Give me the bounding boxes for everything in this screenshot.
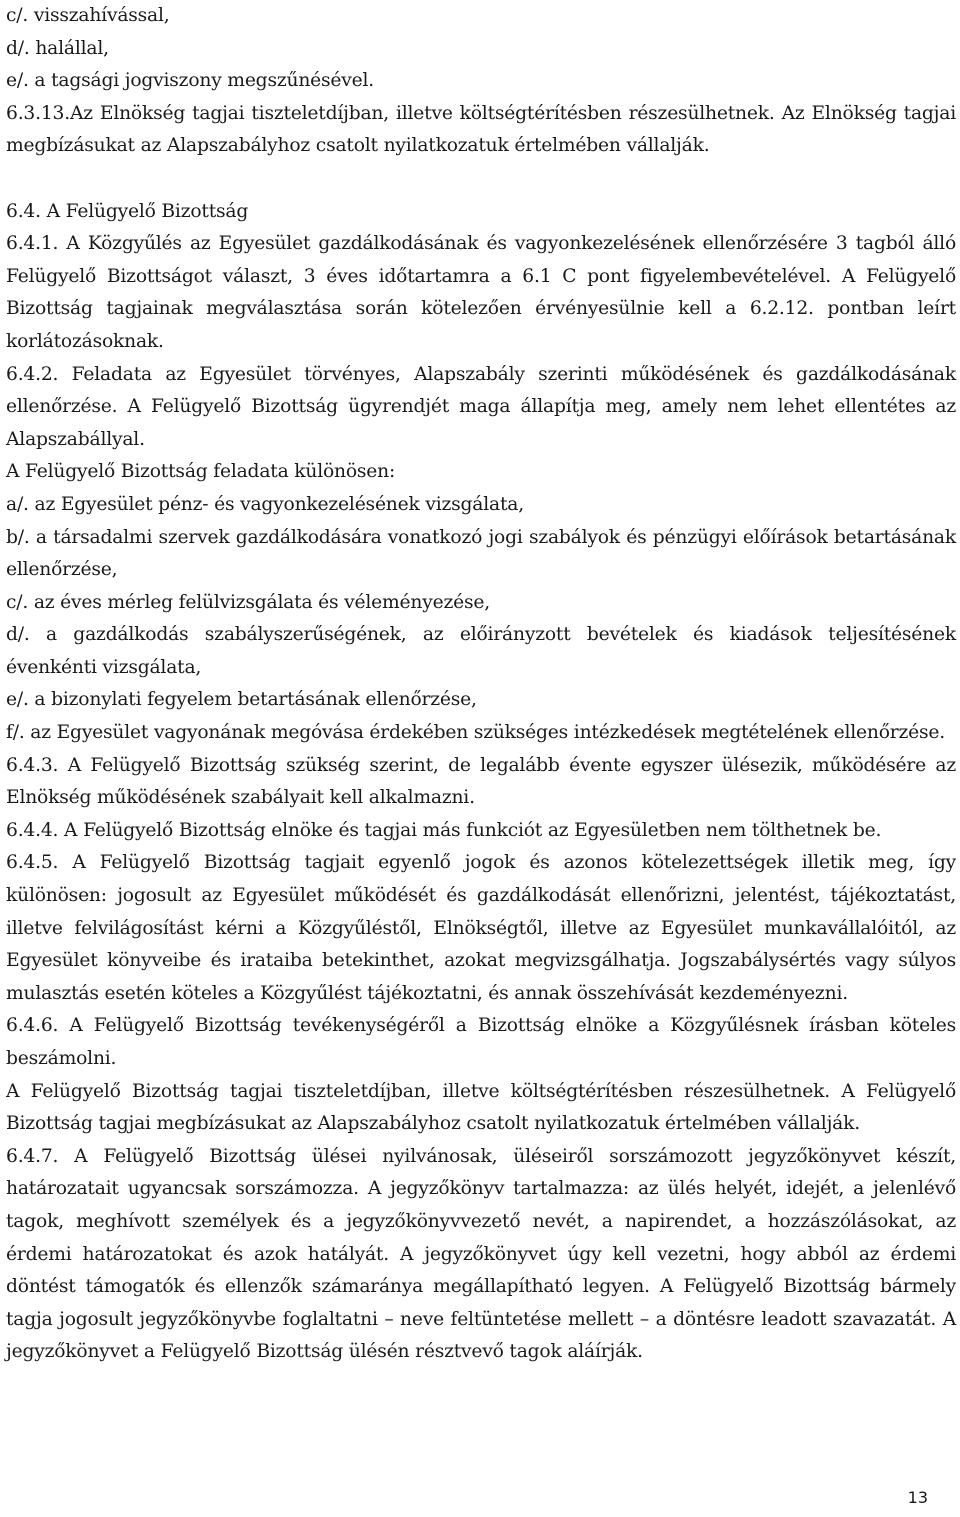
- paragraph-6-4-1: 6.4.1. A Közgyűlés az Egyesület gazdálkodásának és vagyonkezelésének ellenőrzésére 3 tagból álló Felügyelő Bizottságot választ, 3 éves időtartamra a 6.1 C pont figyelembevételével. A Felügyelő Bizottság tagjainak megválasztása során kötelezően érvényesülnie kell a 6.2.12. pontban leírt korlátozásoknak.: [6, 233, 956, 352]
- paragraph-6-3-13: 6.3.13.Az Elnökség tagjai tiszteletdíjban, illetve költségtérítésben részesülhetnek. Az Elnökség tagjai megbízásukat az Alapszabályhoz csatolt nyilatkozatuk értelmében vállalják.: [6, 102, 956, 157]
- page-number: 13: [907, 1488, 928, 1507]
- list-item: a/. az Egyesület pénz- és vagyonkezelésének vizsgálata,: [6, 493, 524, 515]
- paragraph-6-4-5: 6.4.5. A Felügyelő Bizottság tagjait egyenlő jogok és azonos kötelezettségek illetik meg, így különösen: jogosult az Egyesület működését és gazdálkodását ellenőrizni, jelentést, tájékoztatást, illetve felvilágosítást kérni a Közgyűléstől, Elnökségtől, illetve az Egyesület munkavállalóitól, az Egyesület könyveibe és irataiba betekinthet, azokat megvizsgálhatja. Jogszabálysértés vagy súlyos mulasztás esetén köteles a Közgyűlést tájékoztatni, és annak összehívását kezdeményezni.: [6, 852, 956, 1004]
- document-page: [6, 0, 956, 1369]
- section-heading: 6.4. A Felügyelő Bizottság: [6, 200, 249, 222]
- paragraph-6-4-3: 6.4.3. A Felügyelő Bizottság szükség szerint, de legalább évente egyszer ülésezik, működésére az Elnökség működésének szabályait kell alkalmazni.: [6, 754, 956, 809]
- list-item: e/. a bizonylati fegyelem betartásának ellenőrzése,: [6, 689, 477, 711]
- list-item: d/. a gazdálkodás szabályszerűségének, az előirányzott bevételek és kiadások teljesítésének évenkénti vizsgálata,: [6, 624, 956, 678]
- list-intro: A Felügyelő Bizottság feladata különösen:: [6, 461, 396, 483]
- paragraph-6-4-4: 6.4.4. A Felügyelő Bizottság elnöke és tagjai más funkciót az Egyesületben nem tölthetnek be.: [6, 819, 882, 841]
- list-item: e/. a tagsági jogviszony megszűnésével.: [6, 70, 374, 92]
- paragraph-fees: A Felügyelő Bizottság tagjai tiszteletdíjban, illetve költségtérítésben részesülhetnek. A Felügyelő Bizottság tagjai megbízásukat az Alapszabályhoz csatolt nyilatkozatuk értelmében vállalják.: [6, 1080, 956, 1135]
- list-item: d/. halállal,: [6, 37, 109, 59]
- list-item: c/. visszahívással,: [6, 5, 170, 26]
- paragraph-6-4-2: 6.4.2. Feladata az Egyesület törvényes, Alapszabály szerinti működésének és gazdálkodásának ellenőrzése. A Felügyelő Bizottság ügyrendjét maga állapítja meg, amely nem lehet ellentétes az Alapszabállyal.: [6, 363, 956, 450]
- list-item: b/. a társadalmi szervek gazdálkodására vonatkozó jogi szabályok és pénzügyi előírások betartásának ellenőrzése,: [6, 526, 956, 581]
- paragraph-6-4-7: 6.4.7. A Felügyelő Bizottság ülései nyilvánosak, üléseiről sorszámozott jegyzőkönyvet készít, határozatait ugyancsak sorszámozza. A jegyzőkönyv tartalmazza: az ülés helyét, idejét, a jelenlévő tagok, meghívott személyek és a jegyzőkönyvvezető nevét, a napirendet, a hozzászólásokat, az érdemi határozatokat és azok hatályát. A jegyzőkönyvet úgy kell vezetni, hogy abból az érdemi döntést támogatók és ellenzők számaránya megállapítható legyen. A Felügyelő Bizottság bármely tagja jogosult jegyzőkönyvbe foglaltatni – neve feltüntetése mellett – a döntésre leadott szavazatát. A jegyzőkönyvet a Felügyelő Bizottság ülésén résztvevő tagok aláírják.: [6, 1145, 956, 1363]
- list-item: c/. az éves mérleg felülvizsgálata és véleményezése,: [6, 591, 490, 613]
- blank-line: [6, 163, 956, 196]
- list-item: f/. az Egyesület vagyonának megóvása érdekében szükséges intézkedések megtételének ellenőrzése.: [6, 722, 945, 744]
- paragraph-6-4-6: 6.4.6. A Felügyelő Bizottság tevékenységéről a Bizottság elnöke a Közgyűlésnek írásban köteles beszámolni.: [6, 1015, 956, 1069]
